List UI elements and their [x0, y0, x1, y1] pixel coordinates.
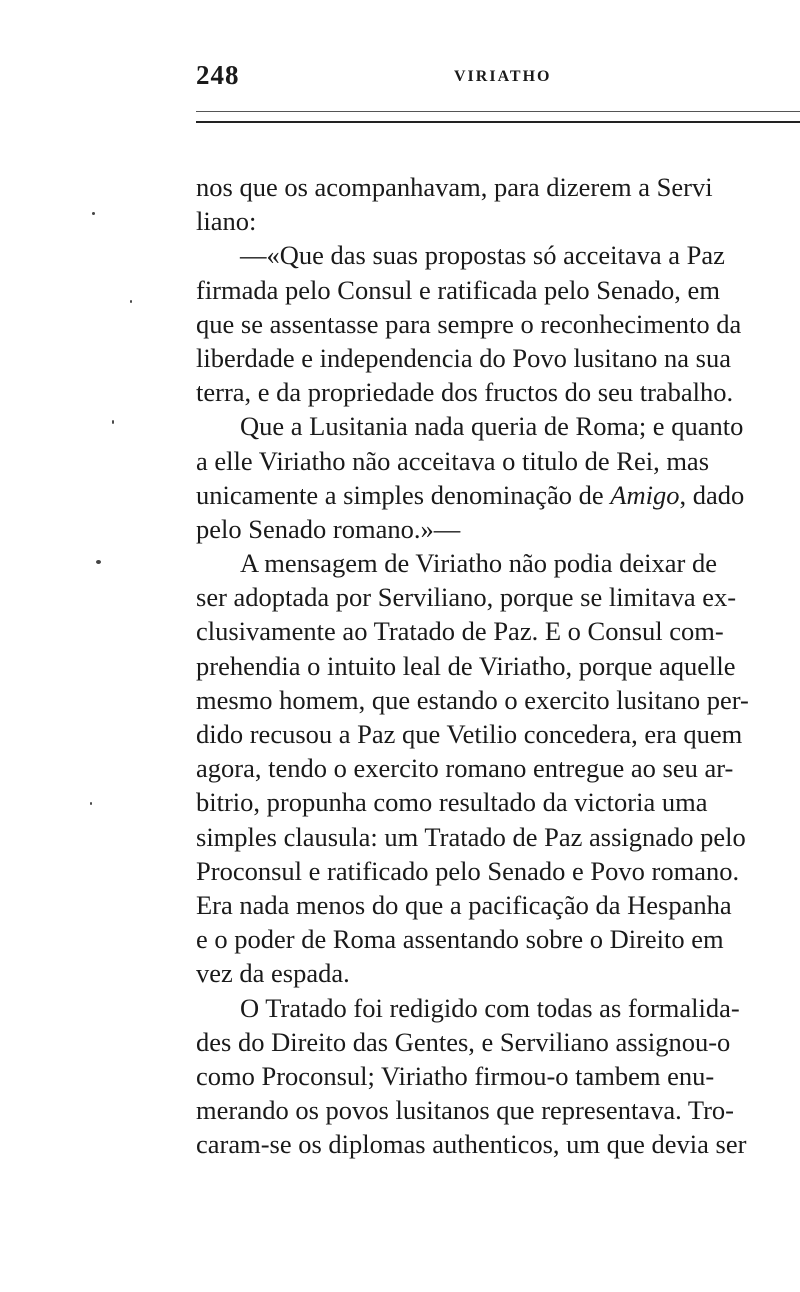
text-line: A mensagem de Viriatho não podia deixar de [240, 548, 717, 579]
text-line: firmada pelo Consul e ratificada pelo Senado, em [196, 274, 720, 305]
text-line: liberdade e independencia do Povo lusitano na sua [196, 342, 731, 373]
text-line: vez da espada. [196, 958, 350, 989]
text-line: merando os povos lusitanos que representava. Tro- [196, 1095, 735, 1126]
text-line: clusivamente ao Tratado de Paz. E o Consul com- [196, 616, 724, 647]
text-line: que se assentasse para sempre o reconhecimento da [196, 308, 742, 339]
running-title: VIRIATHO [454, 68, 552, 85]
text-line: liano: [196, 206, 257, 237]
text-line: O Tratado foi redigido com todas as formalida- [240, 992, 740, 1023]
text-line: caram-se os diplomas authenticos, um que devia ser [196, 1129, 747, 1160]
text-line: e o poder de Roma assentando sobre o Direito em [196, 924, 724, 955]
text-line: Era nada menos do que a pacificação da Hespanha [196, 889, 732, 920]
text-line: nos que os acompanhavam, para dizerem a Servi [196, 172, 713, 202]
page-number: 248 [196, 60, 240, 90]
text-line: mesmo homem, que estando o exercito lusitano per- [196, 684, 749, 715]
text-line: como Proconsul; Viriatho firmou-o tambem enu- [196, 1060, 715, 1091]
text-line: agora, tendo o exercito romano entregue ao seu ar- [196, 753, 734, 784]
scan-speck [90, 802, 92, 805]
text-line: a elle Viriatho não acceitava o titulo de Rei, mas [196, 445, 710, 476]
header-rule-thick [196, 121, 800, 123]
emphasis-text: Amigo [610, 479, 680, 510]
text-line [196, 478, 800, 512]
text-segment: unicamente a simples denominação de [196, 479, 611, 510]
scan-speck [92, 212, 95, 215]
text-line: —«Que das suas propostas só acceitava a Paz [240, 240, 725, 271]
header-rule-thin [196, 111, 800, 112]
text-line: des do Direito das Gentes, e Serviliano assignou-o [196, 1026, 731, 1057]
scan-speck [96, 560, 101, 564]
text-line: terra, e da propriedade dos fructos do seu trabalho. [196, 377, 734, 408]
text-line: Que a Lusitania nada queria de Roma; e quanto [240, 411, 744, 442]
text-line: dido recusou a Paz que Vetilio concedera, era quem [196, 719, 743, 749]
running-head [196, 60, 800, 100]
scan-speck [130, 300, 132, 303]
text-line: simples clausula: um Tratado de Paz assignado pelo [196, 821, 746, 852]
text-line: bitrio, propunha como resultado da victoria uma [196, 787, 708, 818]
text-line: Proconsul e ratificado pelo Senado e Povo romano. [196, 855, 740, 886]
text-line: prehendia o intuito leal de Viriatho, porque aquelle [196, 650, 736, 681]
text-line: ser adoptada por Serviliano, porque se limitava ex- [196, 582, 737, 613]
scan-speck [112, 420, 114, 424]
text-line: pelo Senado romano.»— [196, 513, 461, 544]
text-segment: , dado [679, 479, 745, 510]
body-text [196, 170, 800, 1161]
